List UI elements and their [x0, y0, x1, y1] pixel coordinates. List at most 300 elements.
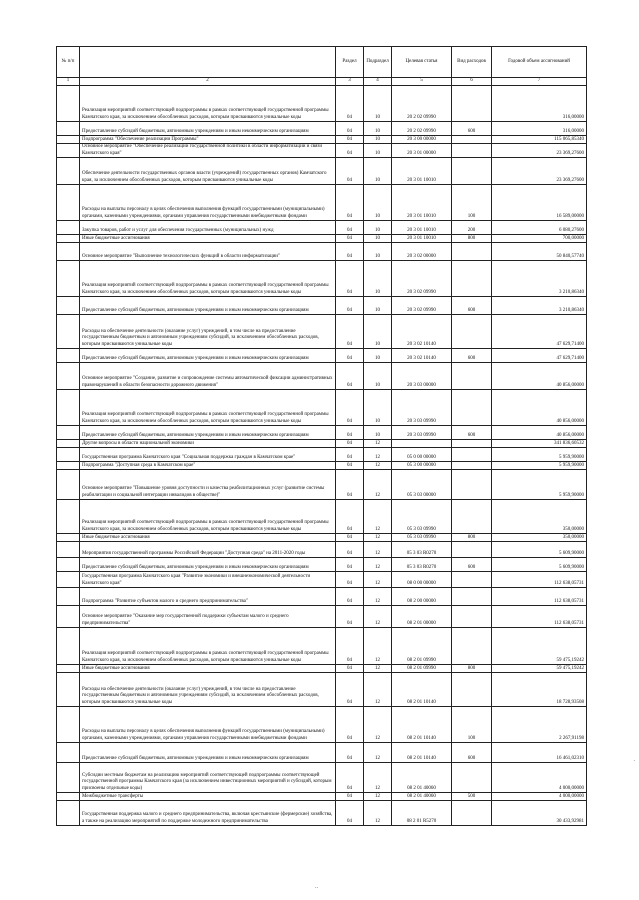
- row-razdel: 04: [336, 235, 364, 243]
- row-expense-type: [452, 158, 492, 185]
- row-number: [57, 448, 80, 462]
- row-razdel: 04: [336, 673, 364, 707]
- row-expense-type: [452, 470, 492, 500]
- row-name: Иные бюджетные ассигнования: [80, 665, 336, 673]
- header-razdel: Раздел: [336, 47, 364, 78]
- header-number: № п/п: [57, 47, 80, 78]
- row-target-article: 20 3 03 09990: [392, 426, 452, 440]
- row-podrazdel: 10: [364, 426, 392, 440]
- row-number: [57, 158, 80, 185]
- row-name: Реализация мероприятий соответствующей подпрограммы в рамках соответствующей государственной программы Камчатского края, за исключением обособленных расходов, которым присваиваются уникальные коды: [80, 86, 336, 122]
- row-amount: 16 589,00000: [492, 185, 587, 221]
- row-expense-type: [452, 144, 492, 158]
- row-expense-type: 100: [452, 707, 492, 743]
- row-amount: 30 433,92981: [492, 801, 587, 826]
- row-target-article: 20 3 01 10010: [392, 235, 452, 243]
- row-razdel: 04: [336, 558, 364, 572]
- row-podrazdel: 12: [364, 500, 392, 534]
- row-number: [57, 558, 80, 572]
- row-expense-type: [452, 673, 492, 707]
- row-podrazdel: 10: [364, 158, 392, 185]
- row-podrazdel: 12: [364, 628, 392, 665]
- row-amount: 3 210,86340: [492, 297, 587, 315]
- row-number: [57, 534, 80, 542]
- row-target-article: 08 2 01 10140: [392, 707, 452, 743]
- row-name: Основное мероприятие "Оказание мер государственной поддержки субъектам малого и среднего предпринимательства": [80, 606, 336, 628]
- row-expense-type: [452, 136, 492, 144]
- table-row: [57, 349, 587, 363]
- column-index: 4: [364, 78, 392, 86]
- row-expense-type: [452, 462, 492, 470]
- row-amount: 4 000,00000: [492, 763, 587, 793]
- row-razdel: 04: [336, 606, 364, 628]
- row-podrazdel: 12: [364, 542, 392, 558]
- row-amount: 40 856,00000: [492, 426, 587, 440]
- row-podrazdel: 10: [364, 297, 392, 315]
- row-amount: 59 475,19242: [492, 665, 587, 673]
- row-expense-type: [452, 542, 492, 558]
- row-name: Государственная поддержка малого и среднего предпринимательства, включая крестьянские (фермерские) хозяйства, а также на реализацию мероприятий по поддержке молодежного предпринимательства: [80, 801, 336, 826]
- row-name: Реализация мероприятий соответствующей подпрограммы в рамках соответствующей государственной программы Камчатского края, за исключением обособленных расходов, которым присваиваются уникальные коды: [80, 500, 336, 534]
- row-razdel: 04: [336, 628, 364, 665]
- row-podrazdel: 10: [364, 349, 392, 363]
- row-amount: 40 856,00000: [492, 390, 587, 426]
- row-expense-type: [452, 261, 492, 297]
- row-expense-type: [452, 763, 492, 793]
- row-name: Иные бюджетные ассигнования: [80, 534, 336, 542]
- table-body: [57, 86, 587, 826]
- table-row: [57, 185, 587, 221]
- row-number: [57, 185, 80, 221]
- row-expense-type: 600: [452, 426, 492, 440]
- table-row: [57, 743, 587, 763]
- row-target-article: 08 2 01 00000: [392, 606, 452, 628]
- table-header-row: [57, 47, 587, 78]
- table-row: [57, 363, 587, 390]
- row-razdel: 04: [336, 462, 364, 470]
- row-podrazdel: 12: [364, 572, 392, 588]
- header-name: [80, 47, 336, 78]
- row-expense-type: 500: [452, 793, 492, 801]
- row-razdel: 04: [336, 349, 364, 363]
- row-podrazdel: 12: [364, 470, 392, 500]
- row-number: [57, 588, 80, 606]
- row-razdel: 04: [336, 763, 364, 793]
- row-amount: 16 461,02310: [492, 743, 587, 763]
- row-target-article: 08 2 01 40060: [392, 763, 452, 793]
- row-expense-type: 800: [452, 534, 492, 542]
- row-amount: 6 080,27600: [492, 221, 587, 235]
- row-podrazdel: 12: [364, 448, 392, 462]
- row-expense-type: 600: [452, 558, 492, 572]
- row-number: [57, 363, 80, 390]
- row-amount: 112 638,05731: [492, 572, 587, 588]
- row-amount: 700,00000: [492, 235, 587, 243]
- row-podrazdel: 12: [364, 462, 392, 470]
- row-number: [57, 243, 80, 261]
- row-expense-type: [452, 500, 492, 534]
- row-target-article: 05 3 03 09990: [392, 534, 452, 542]
- column-index: 1: [57, 78, 80, 86]
- column-index: 2: [80, 78, 336, 86]
- row-name: Мероприятия государственной программы Российской Федерации "Доступная среда" на 2011-2020 годы: [80, 542, 336, 558]
- row-razdel: 04: [336, 136, 364, 144]
- row-podrazdel: 12: [364, 440, 392, 448]
- row-podrazdel: 10: [364, 86, 392, 122]
- row-expense-type: [452, 588, 492, 606]
- row-razdel: 04: [336, 243, 364, 261]
- row-podrazdel: 12: [364, 743, 392, 763]
- row-razdel: 04: [336, 297, 364, 315]
- column-index: 3: [336, 78, 364, 86]
- row-expense-type: 600: [452, 743, 492, 763]
- row-number: [57, 261, 80, 297]
- row-amount: 350,00000: [492, 534, 587, 542]
- row-name: Расходы на выплаты персоналу в целях обеспечения выполнения функций государственными (муниципальными) органами, казенными учреждениями, органами управления государственными внебюджетными фондами: [80, 707, 336, 743]
- row-target-article: 08 0 00 00000: [392, 572, 452, 588]
- row-amount: 3 210,86340: [492, 261, 587, 297]
- row-expense-type: [452, 315, 492, 349]
- row-razdel: 04: [336, 793, 364, 801]
- row-number: [57, 144, 80, 158]
- row-name: Предоставление субсидий бюджетным, автономным учреждениям и иным некоммерческим организациям: [80, 297, 336, 315]
- row-name: Субсидии местным бюджетам на реализацию мероприятий соответствующей подпрограммы соответствующей государственной программы Камчатского края (за исключением инвестиционных мероприятий и субсидий, которым присвоены отдельные коды): [80, 763, 336, 793]
- row-name: Реализация мероприятий соответствующей подпрограммы в рамках соответствующей государственной программы Камчатского края, за исключением обособленных расходов, которым присваиваются уникальные коды: [80, 261, 336, 297]
- header-expense-type: Вид расходов: [452, 47, 492, 78]
- row-razdel: 04: [336, 221, 364, 235]
- document-page: [56, 46, 586, 826]
- row-podrazdel: 12: [364, 558, 392, 572]
- row-razdel: 04: [336, 707, 364, 743]
- table-row: [57, 462, 587, 470]
- row-target-article: 20 2 02 09990: [392, 86, 452, 122]
- row-name: Расходы на обеспечение деятельности (оказание услуг) учреждений, в том числе на предоставление государственным бюджетным и автономным учреждениям субсидий, за исключением обособленных расходов, которым присваиваются уникальные коды: [80, 673, 336, 707]
- table-row: [57, 470, 587, 500]
- row-number: [57, 221, 80, 235]
- row-podrazdel: 10: [364, 390, 392, 426]
- row-expense-type: [452, 243, 492, 261]
- row-razdel: 04: [336, 801, 364, 826]
- row-number: [57, 707, 80, 743]
- row-podrazdel: 10: [364, 243, 392, 261]
- row-number: [57, 390, 80, 426]
- row-name: Межбюджетные трансферты: [80, 793, 336, 801]
- row-number: [57, 297, 80, 315]
- row-name: Государственная программа Камчатского края "Развитие экономики и внешнеэкономической деятельности Камчатского края": [80, 572, 336, 588]
- row-podrazdel: 12: [364, 665, 392, 673]
- row-name: Предоставление субсидий бюджетным, автономным учреждениям и иным некоммерческим организациям: [80, 558, 336, 572]
- row-name: Реализация мероприятий соответствующей подпрограммы в рамках соответствующей государственной программы Камчатского края, за исключением обособленных расходов, которым присваиваются уникальные коды: [80, 628, 336, 665]
- row-razdel: 04: [336, 261, 364, 297]
- row-target-article: 20 3 01 10010: [392, 185, 452, 221]
- row-target-article: 08 2 01 40060: [392, 793, 452, 801]
- table-row: [57, 390, 587, 426]
- row-number: [57, 470, 80, 500]
- row-razdel: 04: [336, 448, 364, 462]
- table-row: [57, 315, 587, 349]
- row-name: Подпрограмма "Доступная среда в Камчатском крае": [80, 462, 336, 470]
- table-row: [57, 440, 587, 448]
- row-name: Предоставление субсидий бюджетным, автономным учреждениям и иным некоммерческим организациям: [80, 122, 336, 136]
- row-amount: 40 856,00000: [492, 363, 587, 390]
- row-razdel: 04: [336, 363, 364, 390]
- row-podrazdel: 10: [364, 235, 392, 243]
- row-name: Предоставление субсидий бюджетным, автономным учреждениям и иным некоммерческим организациям: [80, 349, 336, 363]
- table-row: [57, 136, 587, 144]
- table-row: [57, 158, 587, 185]
- table-row: [57, 261, 587, 297]
- row-target-article: 08 2 01 09990: [392, 628, 452, 665]
- row-razdel: 04: [336, 500, 364, 534]
- row-razdel: 04: [336, 390, 364, 426]
- row-number: [57, 86, 80, 122]
- column-index: 6: [452, 78, 492, 86]
- table-row: [57, 588, 587, 606]
- row-podrazdel: 12: [364, 673, 392, 707]
- row-amount: 50 840,57740: [492, 243, 587, 261]
- row-expense-type: [452, 440, 492, 448]
- row-name: Расходы на обеспечение деятельности (оказание услуг) учреждений, в том числе на предоставление государственным бюджетным и автономным учреждениям субсидий, за исключением обособленных расходов, которым присваиваются уникальные коды: [80, 315, 336, 349]
- row-amount: 112 638,05731: [492, 588, 587, 606]
- row-expense-type: [452, 628, 492, 665]
- row-name: Основное мероприятие "Выполнение технологических функций в области информатизации": [80, 243, 336, 261]
- row-podrazdel: 10: [364, 261, 392, 297]
- table-row: [57, 628, 587, 665]
- table-row: [57, 297, 587, 315]
- table-row: [57, 572, 587, 588]
- row-number: [57, 349, 80, 363]
- row-razdel: 04: [336, 158, 364, 185]
- row-razdel: 04: [336, 542, 364, 558]
- row-name: Подпрограмма "Развитие субъектов малого и среднего предпринимательства": [80, 588, 336, 606]
- row-target-article: 20 3 02 10140: [392, 315, 452, 349]
- row-number: [57, 572, 80, 588]
- row-expense-type: 800: [452, 235, 492, 243]
- row-target-article: 20 3 01 00000: [392, 144, 452, 158]
- row-target-article: 05 3 03 R0270: [392, 558, 452, 572]
- row-expense-type: 100: [452, 185, 492, 221]
- page-mark: ..: [315, 884, 318, 890]
- table-row: [57, 243, 587, 261]
- row-podrazdel: 12: [364, 801, 392, 826]
- row-number: [57, 542, 80, 558]
- table-row: [57, 235, 587, 243]
- row-podrazdel: 10: [364, 144, 392, 158]
- row-podrazdel: 10: [364, 136, 392, 144]
- row-number: [57, 235, 80, 243]
- row-expense-type: 600: [452, 122, 492, 136]
- row-amount: 23 369,27600: [492, 144, 587, 158]
- budget-table: [56, 46, 587, 826]
- row-amount: 350,00000: [492, 500, 587, 534]
- row-name: Иные бюджетные ассигнования: [80, 235, 336, 243]
- row-name: Подпрограмма "Обеспечение реализации Программы": [80, 136, 336, 144]
- row-number: [57, 315, 80, 349]
- row-amount: 5 959,90000: [492, 462, 587, 470]
- row-amount: 112 638,05731: [492, 606, 587, 628]
- row-number: [57, 136, 80, 144]
- row-amount: 5 959,90000: [492, 470, 587, 500]
- row-expense-type: [452, 363, 492, 390]
- row-name: Другие вопросы в области национальной экономики: [80, 440, 336, 448]
- header-podrazdel: Подраздел: [364, 47, 392, 78]
- row-target-article: 20 3 02 10140: [392, 349, 452, 363]
- row-target-article: 20 3 01 10010: [392, 158, 452, 185]
- row-target-article: 08 2 01 R5270: [392, 801, 452, 826]
- row-razdel: 04: [336, 144, 364, 158]
- header-target-article: Целевая статья: [392, 47, 452, 78]
- row-target-article: 20 3 02 00000: [392, 243, 452, 261]
- row-amount: 5 609,90000: [492, 542, 587, 558]
- table-row: [57, 606, 587, 628]
- row-amount: 47 629,71400: [492, 349, 587, 363]
- row-amount: 115 065,85340: [492, 136, 587, 144]
- row-podrazdel: 12: [364, 763, 392, 793]
- row-target-article: 20 3 00 00000: [392, 136, 452, 144]
- row-name: Основное мероприятие "Создание, развитие и сопровождение системы автоматической фиксации административных правонарушений в области безопасности дорожного движения": [80, 363, 336, 390]
- row-podrazdel: 10: [364, 221, 392, 235]
- row-name: Расходы на выплаты персоналу в целях обеспечения выполнения функций государственными (муниципальными) органами, казенными учреждениями, органами управления государственными внебюджетными фондами: [80, 185, 336, 221]
- row-number: [57, 462, 80, 470]
- row-target-article: 08 2 01 09990: [392, 665, 452, 673]
- row-amount: 341 836,60532: [492, 440, 587, 448]
- row-target-article: 08 2 00 00000: [392, 588, 452, 606]
- row-razdel: 04: [336, 185, 364, 221]
- row-razdel: 04: [336, 315, 364, 349]
- row-target-article: 20 3 03 00000: [392, 363, 452, 390]
- row-podrazdel: 12: [364, 588, 392, 606]
- row-expense-type: [452, 606, 492, 628]
- row-expense-type: 200: [452, 221, 492, 235]
- row-razdel: 04: [336, 122, 364, 136]
- row-name: Реализация мероприятий соответствующей подпрограммы в рамках соответствующей государственной программы Камчатского края, за исключением обособленных расходов, которым присваиваются уникальные коды: [80, 390, 336, 426]
- row-name: Обеспечение деятельности государственных органов власти (учреждений) государственных органов) Камчатского края, за исключением обособленных расходов, которым присваиваются уникальные коды: [80, 158, 336, 185]
- row-number: [57, 763, 80, 793]
- row-podrazdel: 10: [364, 122, 392, 136]
- row-expense-type: 800: [452, 665, 492, 673]
- table-row: [57, 86, 587, 122]
- row-number: [57, 743, 80, 763]
- row-expense-type: 600: [452, 349, 492, 363]
- row-number: [57, 801, 80, 826]
- row-name: Закупка товаров, работ и услуг для обеспечения государственных (муниципальных) нужд: [80, 221, 336, 235]
- table-row: [57, 558, 587, 572]
- table-row: [57, 448, 587, 462]
- row-target-article: 08 2 01 10140: [392, 743, 452, 763]
- row-expense-type: [452, 801, 492, 826]
- row-razdel: 04: [336, 743, 364, 763]
- row-expense-type: 600: [452, 297, 492, 315]
- row-number: [57, 628, 80, 665]
- row-amount: 5 959,90000: [492, 448, 587, 462]
- row-podrazdel: 10: [364, 363, 392, 390]
- row-podrazdel: 12: [364, 534, 392, 542]
- row-amount: 5 609,90000: [492, 558, 587, 572]
- row-target-article: [392, 440, 452, 448]
- row-podrazdel: 10: [364, 185, 392, 221]
- row-razdel: 04: [336, 86, 364, 122]
- row-number: [57, 793, 80, 801]
- row-target-article: 05 3 03 R0270: [392, 542, 452, 558]
- header-annual-volume: Годовой объем ассигнований: [492, 47, 587, 78]
- row-razdel: 04: [336, 426, 364, 440]
- row-target-article: 08 2 01 10140: [392, 673, 452, 707]
- row-target-article: 20 3 03 09990: [392, 390, 452, 426]
- row-expense-type: [452, 572, 492, 588]
- row-name: Основное мероприятие "Повышение уровня доступности и качества реабилитационных услуг (развитие системы реабилитации и социальной интеграции инвалидов в обществе)": [80, 470, 336, 500]
- row-razdel: 04: [336, 572, 364, 588]
- table-row: [57, 801, 587, 826]
- column-index-row: [57, 78, 587, 86]
- row-target-article: 20 2 02 09990: [392, 122, 452, 136]
- row-amount: 47 629,71400: [492, 315, 587, 349]
- table-row: [57, 673, 587, 707]
- table-row: [57, 500, 587, 534]
- row-razdel: 04: [336, 665, 364, 673]
- row-razdel: 04: [336, 470, 364, 500]
- row-expense-type: [452, 448, 492, 462]
- row-target-article: 20 3 02 09990: [392, 297, 452, 315]
- table-row: [57, 534, 587, 542]
- row-amount: 59 475,19242: [492, 628, 587, 665]
- row-number: [57, 440, 80, 448]
- table-row: [57, 793, 587, 801]
- edge-mark: .: [633, 757, 635, 763]
- row-amount: 2 267,91198: [492, 707, 587, 743]
- row-expense-type: [452, 390, 492, 426]
- table-row: [57, 122, 587, 136]
- table-row: [57, 665, 587, 673]
- row-amount: 316,00000: [492, 122, 587, 136]
- row-number: [57, 426, 80, 440]
- row-podrazdel: 10: [364, 315, 392, 349]
- row-name: Государственная программа Камчатского края "Социальная поддержка граждан в Камчатском крае": [80, 448, 336, 462]
- row-podrazdel: 12: [364, 606, 392, 628]
- table-row: [57, 426, 587, 440]
- column-index: 7: [492, 78, 587, 86]
- row-number: [57, 606, 80, 628]
- row-target-article: 05 3 00 00000: [392, 462, 452, 470]
- row-amount: 18 728,93508: [492, 673, 587, 707]
- row-name: Основное мероприятие "Обеспечение реализации государственной политики в области информатизации и связи Камчатского края": [80, 144, 336, 158]
- row-razdel: 04: [336, 588, 364, 606]
- row-target-article: 20 3 01 10010: [392, 221, 452, 235]
- row-podrazdel: 12: [364, 707, 392, 743]
- row-name: Предоставление субсидий бюджетным, автономным учреждениям и иным некоммерческим организациям: [80, 426, 336, 440]
- row-name: Предоставление субсидий бюджетным, автономным учреждениям и иным некоммерческим организациям: [80, 743, 336, 763]
- row-number: [57, 673, 80, 707]
- row-target-article: 05 3 03 00000: [392, 470, 452, 500]
- row-target-article: 20 3 02 09990: [392, 261, 452, 297]
- row-podrazdel: 12: [364, 793, 392, 801]
- row-target-article: 05 3 03 09990: [392, 500, 452, 534]
- table-row: [57, 542, 587, 558]
- row-number: [57, 500, 80, 534]
- row-number: [57, 665, 80, 673]
- row-expense-type: [452, 86, 492, 122]
- table-row: [57, 763, 587, 793]
- row-amount: 316,00000: [492, 86, 587, 122]
- row-number: [57, 122, 80, 136]
- row-razdel: 04: [336, 534, 364, 542]
- row-amount: 23 369,27600: [492, 158, 587, 185]
- column-index: 5: [392, 78, 452, 86]
- row-target-article: 05 0 00 00000: [392, 448, 452, 462]
- table-row: [57, 707, 587, 743]
- row-razdel: 04: [336, 440, 364, 448]
- table-row: [57, 144, 587, 158]
- row-amount: 4 000,00000: [492, 793, 587, 801]
